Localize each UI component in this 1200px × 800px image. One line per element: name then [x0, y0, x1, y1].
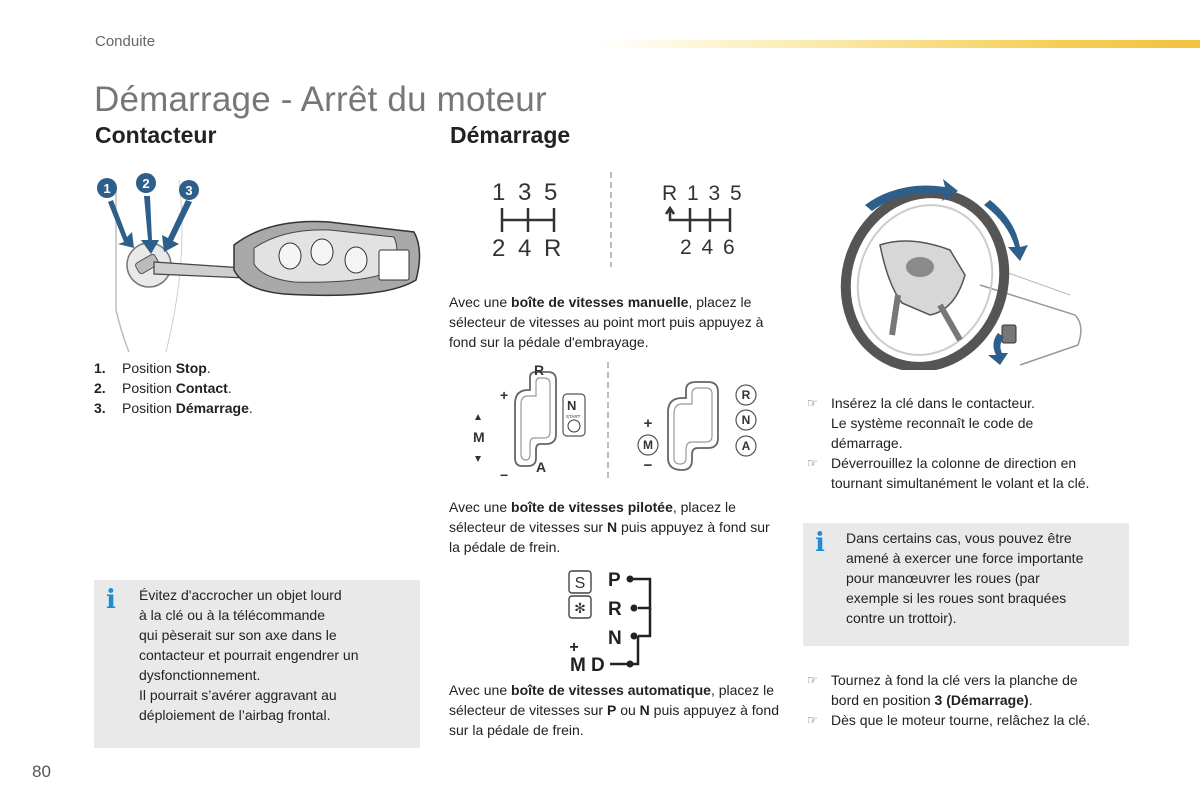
piloted-left-A: A [536, 459, 547, 475]
piloted-right-R: R [741, 388, 751, 402]
steps-list-1 [803, 393, 1133, 493]
notice-box-steering: i Dans certains cas, vous pouvez être amené à exercer une force importante pour manœuvrer les roues (par exemple si les roues sont braquées contre un trottoir). [803, 523, 1129, 646]
callout-3: 3 [185, 183, 193, 198]
list-item: ☞ Dès que le moteur tourne, relâchez la clé. [807, 712, 1091, 728]
info-icon: i [815, 528, 825, 558]
piloted-right-minus: − [643, 457, 653, 474]
list-item: ☞ Déverrouillez la colonne de direction en tournant simultanément le volant et la clé. [807, 455, 1090, 491]
auto-N: N [608, 628, 622, 649]
pointing-hand-icon: ☞ [807, 673, 818, 687]
pointing-hand-icon: ☞ [807, 456, 818, 470]
auto-M: M [570, 655, 586, 676]
piloted-gearbox-text: Avec une boîte de vitesses pilotée, placez le sélecteur de vitesses sur N puis appuyez à fond sur la pédale de frein. [449, 499, 770, 555]
header-accent-bar [600, 40, 1200, 48]
section-label: Conduite [95, 33, 156, 50]
piloted-right-M: M [643, 438, 653, 452]
steering-wheel-illustration [840, 175, 1090, 370]
manual-gearbox-diagram [480, 172, 760, 267]
piloted-right-N: N [741, 413, 751, 427]
manual-gear-top-right: R 1 3 5 [662, 182, 744, 205]
automatic-gearbox-diagram [560, 568, 670, 678]
piloted-left-N: N [567, 398, 577, 413]
piloted-right-plus: + [643, 415, 653, 432]
list-item: 2. Position Contact. [94, 380, 232, 396]
auto-R: R [608, 599, 622, 620]
piloted-left-M: M [473, 429, 485, 445]
pointing-hand-icon: ☞ [807, 396, 818, 410]
manual-gear-top-left: 1 3 5 [492, 179, 561, 206]
piloted-right-A: A [741, 439, 751, 453]
piloted-gearbox-diagram [470, 362, 770, 482]
steps-list-2 [803, 670, 1143, 730]
notice-box-key: i Évitez d'accrocher un objet lourd à la clé ou à la télécommande qui pèserait sur son axe dans le contacteur et pourrait engendrer un dysfonctionnement. Il pourrait s’avérer aggravant au déploiement de l’airbag frontal. [94, 580, 420, 748]
callout-1: 1 [103, 181, 111, 196]
heading-demarrage: Démarrage [450, 122, 571, 148]
auto-S: S [574, 575, 586, 592]
auto-P: P [608, 570, 621, 591]
piloted-left-plus: + [500, 387, 509, 403]
manual-gear-bottom-right: 2 4 6 [680, 236, 737, 259]
piloted-start-label: START [566, 414, 581, 419]
list-item: 3. Position Démarrage. [94, 400, 253, 416]
ignition-positions-list [94, 358, 414, 418]
heading-contacteur: Contacteur [95, 122, 217, 148]
ignition-key-illustration [94, 170, 424, 355]
piloted-left-minus: − [500, 467, 509, 482]
list-item: ☞ Insérez la clé dans le contacteur. Le système reconnaît le code de démarrage. [807, 395, 1035, 451]
manual-gearbox-text: Avec une boîte de vitesses manuelle, placez le sélecteur de vitesses au point mort puis appuyez à fond sur la pédale d'embrayage. [449, 294, 764, 350]
piloted-left-R: R [534, 362, 545, 378]
page-title: Démarrage - Arrêt du moteur [94, 80, 547, 119]
snowflake-icon: ✻ [574, 600, 586, 616]
list-item: ☞ Tournez à fond la clé vers la planche de bord en position 3 (Démarrage). [807, 672, 1078, 708]
auto-plus: + [569, 639, 579, 656]
info-icon: i [106, 585, 116, 615]
page-number: 80 [32, 762, 51, 781]
auto-D: D [591, 655, 605, 676]
list-item: 1. Position Stop. [94, 360, 211, 376]
pointing-hand-icon: ☞ [807, 713, 818, 727]
automatic-gearbox-text: Avec une boîte de vitesses automatique, placez le sélecteur de vitesses sur P ou N puis appuyez à fond sur la pédale de frein. [449, 682, 780, 738]
manual-gear-bottom-left: 2 4 R [492, 235, 565, 262]
callout-2: 2 [142, 176, 150, 191]
